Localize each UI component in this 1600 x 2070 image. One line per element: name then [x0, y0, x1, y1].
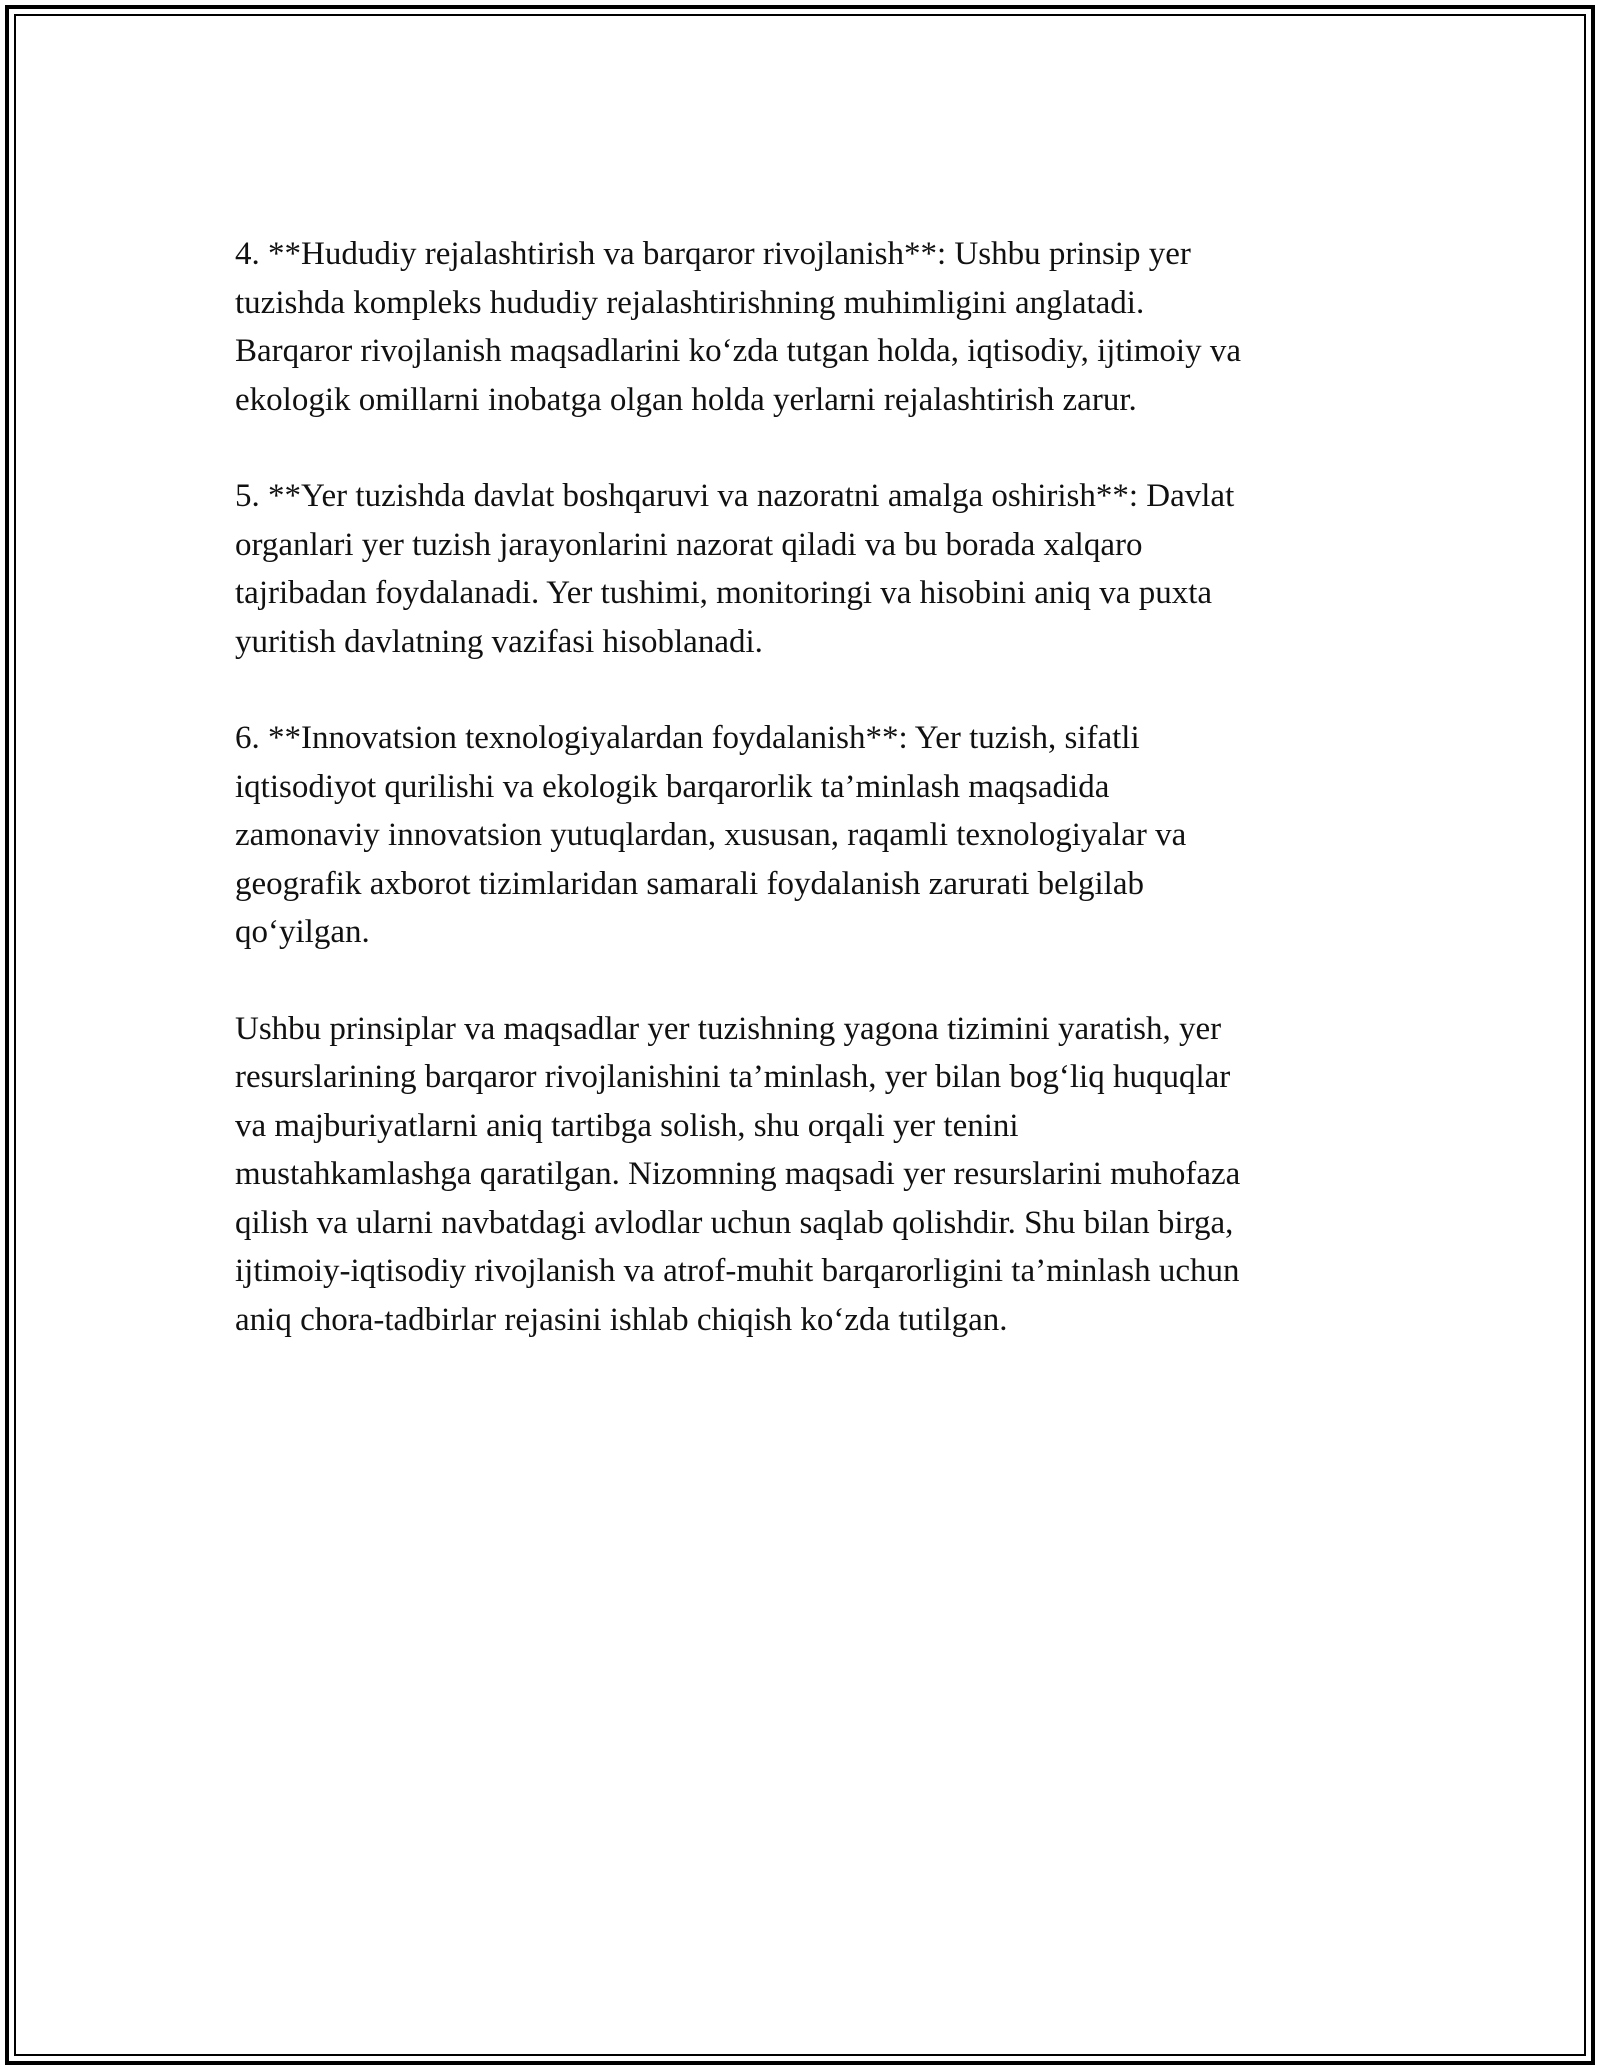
paragraph-conclusion: Ushbu prinsiplar va maqsadlar yer tuzishning yagona tizimini yaratish, yer resurslarining barqaror rivojlanishini ta’minlash, yer bilan bog‘liq huquqlar va majburiyatlarni aniq tartibga solish, shu orqali yer tenini mustahkamlashga qaratilgan. Nizomning maqsadi yer resurslarini muhofaza qilish va ularni navbatdagi avlodlar uchun saqlab qolishdir. Shu bilan birga, ijtimoiy-iqtisodiy rivojlanish va atrof-muhit barqarorligini ta’minlash uchun aniq chora-tadbirlar rejasini ishlab chiqish ko‘zda tutilgan.: [235, 1010, 1241, 1338]
paragraph-principle-5: 5. **Yer tuzishda davlat boshqaruvi va nazoratni amalga oshirish**: Davlat organlari yer tuzish jarayonlarini nazorat qiladi va bu borada xalqaro tajribadan foydalanadi. Yer tushimi, monitoringi va hisobini aniq va puxta yuritish davlatning vazifasi hisoblanadi.: [235, 478, 1235, 660]
paragraph-principle-6: 6. **Innovatsion texnologiyalardan foydalanish**: Yer tuzish, sifatli iqtisodiyot qurilishi va ekologik barqarorlik ta’minlash maqsadida zamonaviy innovatsion yutuqlardan, xususan, raqamli texnologiyalar va geografik axborot tizimlaridan samarali foydalanish zarurati belgilab qo‘yilgan.: [235, 720, 1187, 950]
document-body: [235, 230, 1375, 1392]
paragraph-principle-4: 4. **Hududiy rejalashtirish va barqaror rivojlanish**: Ushbu prinsip yer tuzishda kompleks hududiy rejalashtirishning muhimligini anglatadi. Barqaror rivojlanish maqsadlarini ko‘zda tutgan holda, iqtisodiy, ijtimoiy va ekologik omillarni inobatga olgan holda yerlarni rejalashtirish zarur.: [235, 236, 1241, 418]
